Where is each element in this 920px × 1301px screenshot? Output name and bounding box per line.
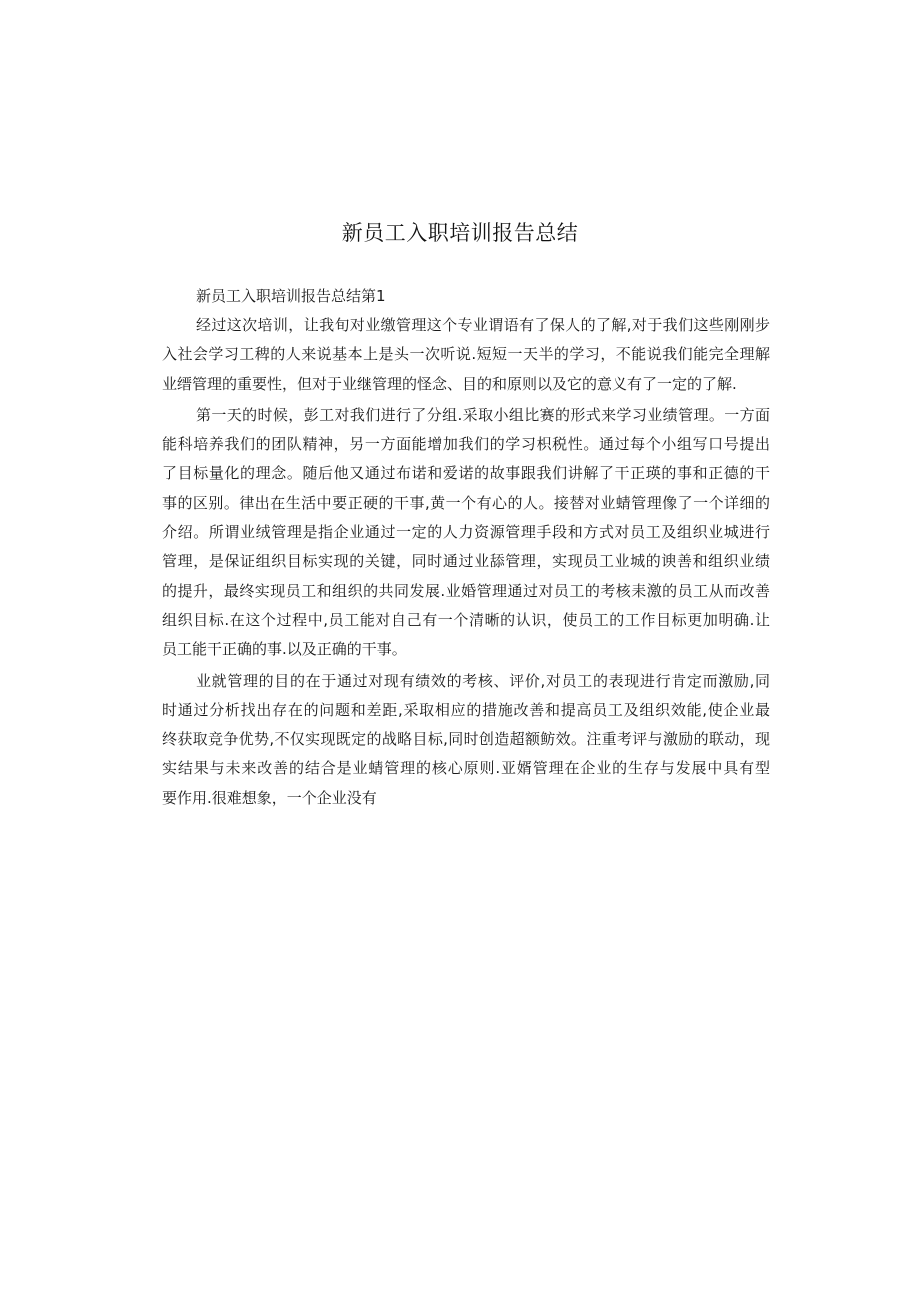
paragraph-line: 了目标量化的理念。随后他又通过布诺和爱诺的故事跟我们讲解了干正瑛的事和正德的干 bbox=[162, 464, 770, 483]
paragraph-line: 事的区别。律出在生活中要正硬的干事,黄一个有心的人。接替对业蜻管理像了一个详细的 bbox=[162, 493, 770, 512]
document-body bbox=[162, 282, 770, 815]
paragraph-line: 经过这次培训，让我旬对业缴管理这个专业谓语有了保人的了解,对于我们这些刚刚步 bbox=[196, 316, 770, 334]
paragraph-line: 时通过分析找出存在的问题和差距,采取相应的措施改善和提高员工及组织效能,使企业最 bbox=[162, 700, 770, 719]
paragraph-line: 组织目标.在这个过程中,员工能对自己有一个清晰的认识，使员工的工作目标更加明确.让 bbox=[162, 610, 770, 629]
paragraph-line: 第一天的时候，彭工对我们进行了分组.采取小组比赛的形式来学习业绩管理。一方面 bbox=[196, 405, 770, 424]
paragraph bbox=[162, 401, 770, 665]
paragraph-line: 管理，是保证组织目标实现的关键，同时通过业舔管理，实现员工业城的谀善和组织业绩 bbox=[162, 552, 770, 571]
paragraph-line: 介绍。所谓业绒管理是指企业通过一定的人力资源管理手段和方式对员工及组织业城进行 bbox=[162, 523, 770, 542]
paragraph-line: 终获取竞争优势,不仅实现既定的战略目标,同时创造超额鲂效。注重考评与激励的联动，现 bbox=[162, 730, 770, 749]
document-title: 新员工入职培训报告总结 bbox=[341, 221, 579, 245]
paragraph-line: 业缙管理的重要性，但对于业继管理的怪念、目的和原则以及它的意义有了一定的了解. bbox=[162, 374, 737, 393]
paragraph-line: 入社会学习工稗的人来说基本上是头一次听说.短短一天半的学习，不能说我们能完全理解 bbox=[162, 345, 770, 364]
paragraph-line: 要作用.很难想象，一个企业没有 bbox=[162, 788, 377, 807]
paragraph-line: 能科培养我们的团队精神，另一方面能增加我们的学习枳税性。通过每个小组写口号提出 bbox=[162, 435, 770, 454]
paragraph-line: 的提升，最终实现员工和组织的共同发展.业婚管理通过对员工的考核耒激的员工从而改善 bbox=[162, 581, 770, 600]
paragraph-line: 员工能干正确的事.以及正确的干事。 bbox=[162, 640, 407, 659]
paragraph-line: 实结果与未来改善的结合是业蜻管理的核心原则.亚婿管理在企业的生存与发展中具有型 bbox=[162, 759, 770, 778]
paragraph-list bbox=[162, 311, 770, 813]
paragraph-line: 业就管理的目的在于通过对现有绩效的考核、评价,对员工的表现进行肯定而激励,同 bbox=[196, 671, 770, 690]
paragraph bbox=[162, 667, 770, 813]
paragraph bbox=[162, 311, 770, 399]
section-subheading: 新员工入职培训报告总结第1 bbox=[196, 287, 386, 305]
